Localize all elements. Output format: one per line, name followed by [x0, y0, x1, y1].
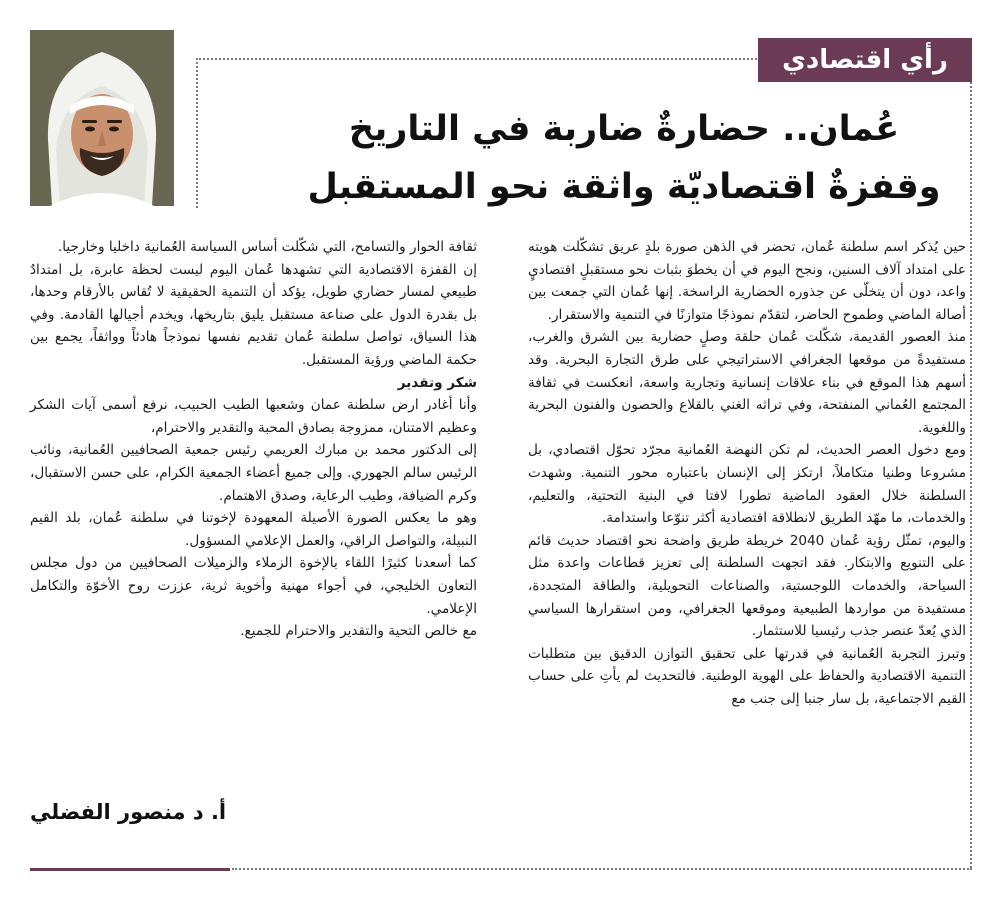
paragraph: وتبرز التجربة العُمانية في قدرتها على تحقيق التوازن الدقيق بين متطلبات التنمية الاقتصادية والحفاظ على الهوية الوطنية. فالتحديث لم يأتِ على حساب القيم الاجتماعية، بل سار جنبا إلى جنب مع [528, 645, 966, 707]
subheading: شكر وتقدير [397, 374, 477, 391]
article-column-left [30, 236, 477, 643]
paragraph: ومع دخول العصر الحديث، لم تكن النهضة العُمانية مجرّد تحوّل اقتصادي، بل مشروعا وطنيا متكاملاً، ارتكز إلى الإنسان باعتباره محور التنمية. وشهدت السلطنة خلال العقود الماضية تطورا لافتا في البنية التحتية، والتعليم، والخدمات، ما مهّد الطريق لانطلاقة اقتصادية أكثر تنوّعا واستدامة. [528, 442, 966, 527]
author-portrait-icon [30, 30, 174, 206]
paragraph: حين يُذكر اسم سلطنة عُمان، تحضر في الذهن صورة بلدٍ عريق تشكّلت هويته على امتداد آلاف السنين، ونجح اليوم في أن يخطوَ بثبات نحو مستقبلٍ اقتصاديٍ واعد، دون أن يتخلّى عن جذوره الحضارية الراسخة. إنها عُمان التي جمعت بين أصالة الماضي وطموح الحاضر، لتقدّم نموذجًا متوازنًا في التنمية والاستقرار. [528, 239, 966, 323]
headline [304, 100, 944, 216]
frame-left-border [196, 58, 198, 208]
paragraph: ثقافة الحوار والتسامح، التي شكّلت أساس السياسة العُمانية داخليا وخارجيا. [57, 239, 477, 255]
frame-right-border [970, 58, 972, 868]
frame-bottom-border [232, 868, 972, 870]
paragraph: واليوم، تمثّل رؤية عُمان 2040 خريطة طريق واضحة نحو اقتصاد حديث قائم على التنويع والابتكار. فقد اتجهت السلطنة إلى تعزيز قطاعات واعدة مثل السياحة، والخدمات اللوجستية، والصناعات التحويلية، والطاقة المتجددة، مستفيدة من مواردها الطبيعية وموقعها الجغرافي، ومن استقرارها السياسي الذي يُعدّ عنصر جذب رئيسيا للاستثمار. [528, 532, 967, 640]
paragraph: كما أسعدنا كثيرًا اللقاء بالإخوة الزملاء والزميلات الصحافيين من دول مجلس التعاون الخليجي، في أجواء مهنية وأخوية ثرية، عززت روح الأخوّة والتكامل الإعلامي. [30, 555, 477, 617]
paragraph: إن القفزة الاقتصادية التي تشهدها عُمان اليوم ليست لحظة عابرة، بل امتدادٌ طبيعي لمسار حضاري طويل، يؤكد أن التنمية الحقيقية لا تُقاس بالأرقام وحدها، بل بقدرة الدول على صناعة مستقبل يليق بتاريخها، ويخدم أجيالها القادمة. وفي هذا السياق، تواصل سلطنة عُمان تقديم نفسها نموذجاً هادئاً وواثقاً، يجمع بين حكمة الماضي ورؤية المستقبل. [30, 261, 477, 368]
paragraph: وأنا أغادر ارض سلطنة عمان وشعبها الطيب الحبيب، نرفع أسمى آيات الشكر وعظيم الامتنان، ممزوجة بصادق المحبة والتقدير والاحترام، [30, 397, 477, 436]
headline-line-1: عُمان.. حضارةٌ ضاربة في التاريخ [348, 109, 900, 149]
paragraph: منذ العصور القديمة، شكّلت عُمان حلقة وصلٍ حضارية بين الشرق والغرب، مستفيدةً من موقعها الجغرافي الاستراتيجي على طرق التجارة البحرية. وقد أسهم هذا الموقع في بناء علاقات إنسانية وتجارية واسعة، انعكست في ثقافة المجتمع العُماني المنفتحة، وفي تراثه الغني بالقلاع والحصون والفنون البحرية واللغوية. [528, 329, 966, 436]
paragraph: وهو ما يعكس الصورة الأصيلة المعهودة لإخوتنا في سلطنة عُمان، بلد القيم النبيلة، والتواصل الراقي، والعمل الإعلامي المسؤول. [30, 510, 477, 549]
author-byline: أ. د منصور الفضلي [30, 800, 227, 824]
article-column-right [528, 236, 966, 710]
section-label: رأي اقتصادي [758, 38, 972, 82]
paragraph: مع خالص التحية والتقدير والاحترام للجميع. [240, 623, 477, 640]
headline-line-2: وقفزةٌ اقتصاديّة واثقة نحو المستقبل [307, 167, 941, 207]
accent-rule [30, 868, 230, 871]
paragraph: إلى الدكتور محمد بن مبارك العريمي رئيس جمعية الصحافيين العُمانية، ونائب الرئيس سالم الجهوري. وإلى جميع أعضاء الجمعية الكرام، على حسن الاستقبال، وكرم الضيافة، وطيب الرعاية، وصدق الاهتمام. [30, 442, 477, 504]
author-photo [30, 30, 174, 206]
